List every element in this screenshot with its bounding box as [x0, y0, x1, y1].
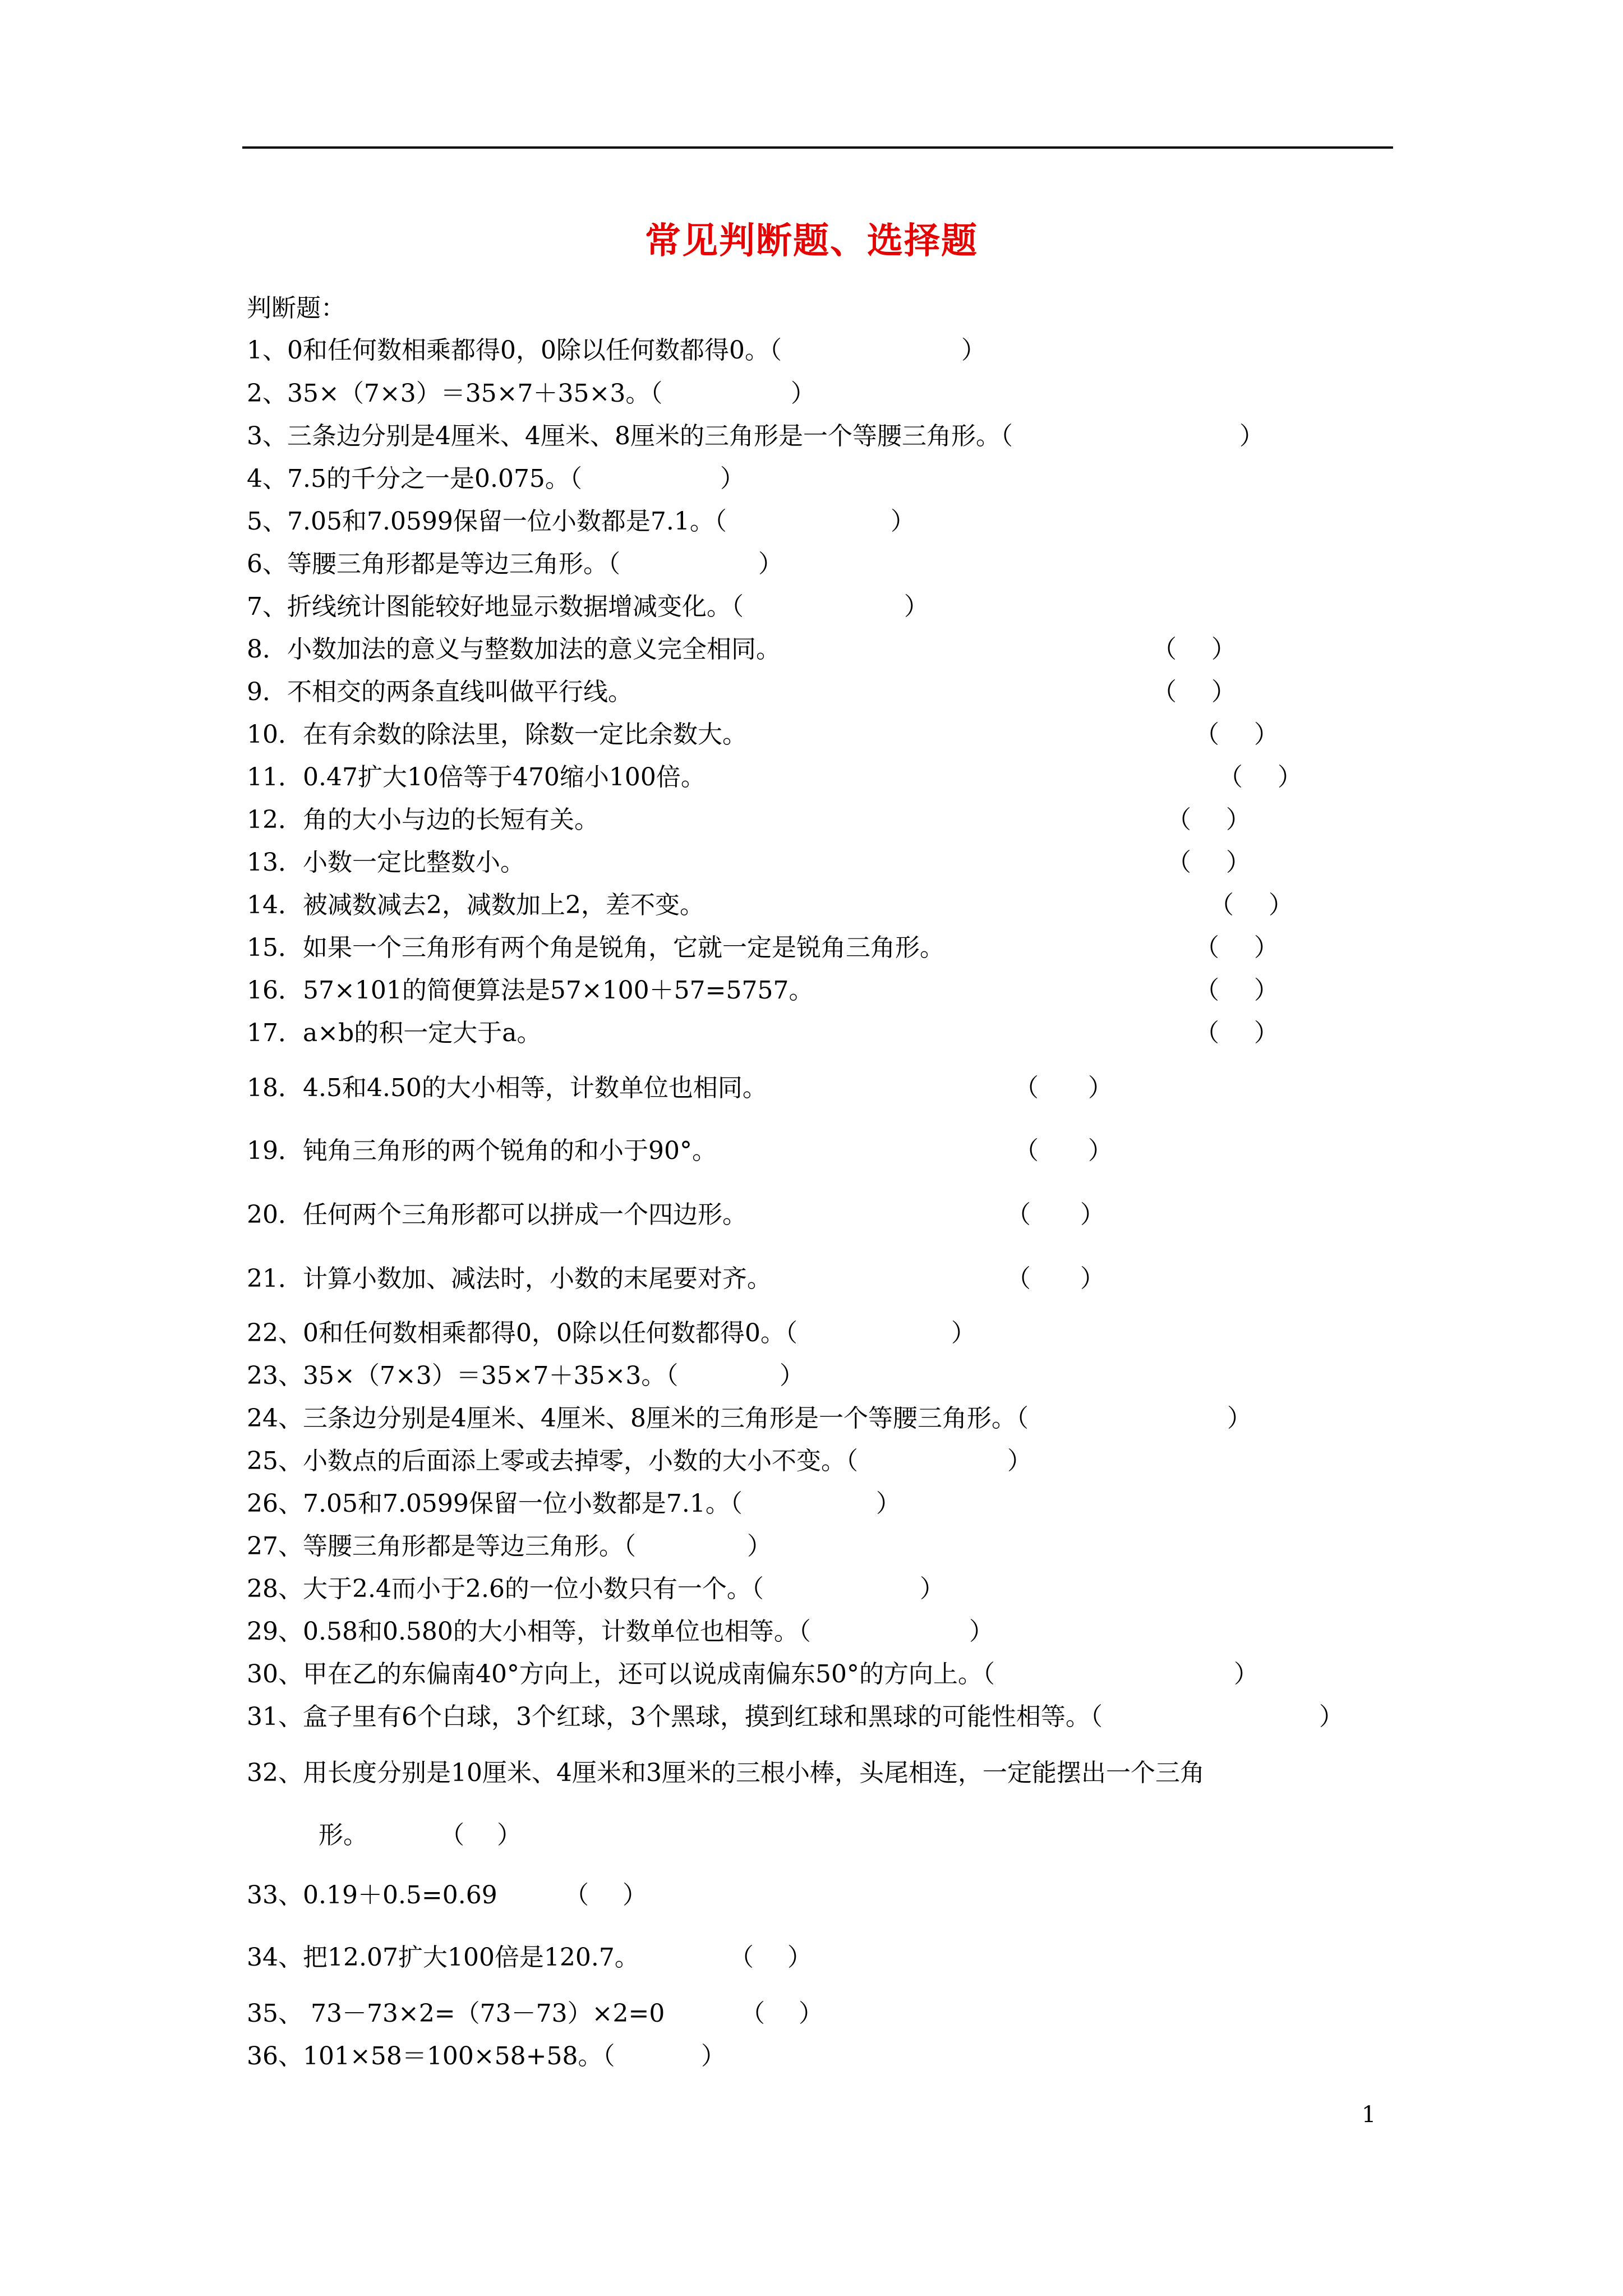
answer-paren-32-close: ） — [497, 1821, 522, 1849]
answer-paren-8-open[interactable]: （ — [1152, 635, 1177, 664]
question-23: 23、35×（7×3）＝35×7＋35×3。（ — [247, 1361, 679, 1390]
question-3: 3、三条边分别是4厘米、4厘米、8厘米的三角形是一个等腰三角形。（ — [247, 422, 1013, 450]
question-18: 18．4.5和4.50的大小相等，计数单位也相同。 — [247, 1074, 767, 1102]
question-13: 13．小数一定比整数小。 — [247, 848, 525, 877]
answer-paren-34-open[interactable]: （ — [729, 1943, 754, 1972]
answer-paren-20-close: ） — [1080, 1200, 1105, 1229]
question-27: 27、等腰三角形都是等边三角形。（ — [247, 1532, 636, 1561]
answer-paren-15-open[interactable]: （ — [1195, 933, 1219, 962]
answer-paren-17-open[interactable]: （ — [1195, 1019, 1219, 1047]
answer-paren-11-open[interactable]: （ — [1218, 763, 1243, 792]
answer-paren-18-close: ） — [1088, 1074, 1113, 1102]
section-label: 判断题： — [247, 294, 345, 323]
answer-paren-27[interactable]: ） — [747, 1532, 772, 1561]
answer-paren-21-close: ） — [1080, 1264, 1105, 1293]
answer-paren-5[interactable]: ） — [891, 507, 915, 536]
answer-paren-9-close: ） — [1211, 678, 1236, 706]
answer-paren-16-close: ） — [1254, 976, 1279, 1005]
question-32-continuation: 形。 — [319, 1821, 368, 1849]
question-2: 2、35×（7×3）＝35×7＋35×3。（ — [247, 379, 663, 408]
answer-paren-10-open[interactable]: （ — [1195, 720, 1219, 749]
answer-paren-36[interactable]: ） — [701, 2042, 726, 2070]
answer-paren-1[interactable]: ） — [961, 336, 986, 365]
answer-paren-2[interactable]: ） — [791, 379, 815, 408]
answer-paren-19-open[interactable]: （ — [1014, 1137, 1039, 1165]
question-9: 9．不相交的两条直线叫做平行线。 — [247, 678, 633, 706]
answer-paren-22[interactable]: ） — [951, 1319, 976, 1347]
answer-paren-24[interactable]: ） — [1227, 1404, 1252, 1433]
question-34: 34、把12.07扩大100倍是120.7。 — [247, 1943, 639, 1972]
answer-paren-12-close: ） — [1226, 806, 1251, 834]
answer-paren-8-close: ） — [1211, 635, 1236, 664]
answer-paren-31[interactable]: ） — [1319, 1703, 1344, 1731]
answer-paren-14-open[interactable]: （ — [1209, 891, 1234, 919]
question-31: 31、盒子里有6个白球，3个红球，3个黑球，摸到红球和黑球的可能性相等。（ — [247, 1703, 1103, 1731]
answer-paren-29[interactable]: ） — [969, 1617, 994, 1646]
question-19: 19．钝角三角形的两个锐角的和小于90°。 — [247, 1137, 717, 1165]
question-28: 28、大于2.4而小于2.6的一位小数只有一个。（ — [247, 1575, 764, 1603]
question-30: 30、甲在乙的东偏南40°方向上，还可以说成南偏东50°的方向上。（ — [247, 1660, 995, 1688]
answer-paren-13-close: ） — [1226, 848, 1251, 877]
question-14: 14．被减数减去2，减数加上2，差不变。 — [247, 891, 704, 919]
question-25: 25、小数点的后面添上零或去掉零，小数的大小不变。（ — [247, 1447, 858, 1475]
answer-paren-35-open[interactable]: （ — [740, 1999, 765, 2028]
question-4: 4、7.5的千分之一是0.075。（ — [247, 464, 582, 493]
question-12: 12．角的大小与边的长短有关。 — [247, 806, 599, 834]
answer-paren-18-open[interactable]: （ — [1014, 1074, 1039, 1102]
question-10: 10．在有余数的除法里，除数一定比余数大。 — [247, 720, 747, 749]
answer-paren-4[interactable]: ） — [720, 464, 745, 493]
answer-paren-6[interactable]: ） — [758, 550, 783, 578]
question-17: 17．a×b的积一定大于a。 — [247, 1019, 542, 1047]
document-title: 常见判断题、选择题 — [645, 220, 978, 262]
answer-paren-13-open[interactable]: （ — [1166, 848, 1191, 877]
answer-paren-32-open[interactable]: （ — [440, 1821, 464, 1849]
answer-paren-11-close: ） — [1278, 763, 1302, 792]
question-22: 22、0和任何数相乘都得0，0除以任何数都得0。（ — [247, 1319, 797, 1347]
answer-paren-33-open[interactable]: （ — [564, 1881, 589, 1910]
question-8: 8．小数加法的意义与整数加法的意义完全相同。 — [247, 635, 781, 664]
question-33: 33、0.19＋0.5=0.69 — [247, 1881, 497, 1910]
question-1: 1、0和任何数相乘都得0，0除以任何数都得0。（ — [247, 336, 782, 365]
answer-paren-9-open[interactable]: （ — [1152, 678, 1177, 706]
answer-paren-26[interactable]: ） — [876, 1489, 901, 1518]
answer-paren-34-close: ） — [787, 1943, 812, 1972]
question-7: 7、折线统计图能较好地显示数据增减变化。（ — [247, 592, 744, 621]
question-6: 6、等腰三角形都是等边三角形。（ — [247, 550, 620, 578]
answer-paren-10-close: ） — [1254, 720, 1279, 749]
question-36: 36、101×58＝100×58+58。（ — [247, 2042, 615, 2070]
answer-paren-25[interactable]: ） — [1007, 1447, 1032, 1475]
answer-paren-15-close: ） — [1254, 933, 1279, 962]
answer-paren-28[interactable]: ） — [920, 1575, 944, 1603]
answer-paren-35-close: ） — [799, 1999, 823, 2028]
answer-paren-14-close: ） — [1269, 891, 1293, 919]
answer-paren-12-open[interactable]: （ — [1166, 806, 1191, 834]
question-35: 35、 73－73×2=（73－73）×2=0 — [247, 1999, 665, 2028]
answer-paren-30[interactable]: ） — [1234, 1660, 1258, 1688]
question-11: 11．0.47扩大10倍等于470缩小100倍。 — [247, 763, 706, 792]
question-24: 24、三条边分别是4厘米、4厘米、8厘米的三角形是一个等腰三角形。（ — [247, 1404, 1029, 1433]
question-5: 5、7.05和7.0599保留一位小数都是7.1。（ — [247, 507, 727, 536]
answer-paren-20-open[interactable]: （ — [1006, 1200, 1031, 1229]
answer-paren-33-close: ） — [623, 1881, 647, 1910]
question-15: 15．如果一个三角形有两个角是锐角，它就一定是锐角三角形。 — [247, 933, 944, 962]
answer-paren-17-close: ） — [1254, 1019, 1279, 1047]
question-20: 20．任何两个三角形都可以拼成一个四边形。 — [247, 1200, 747, 1229]
header-rule — [242, 146, 1393, 149]
question-16: 16．57×101的简便算法是57×100＋57=5757。 — [247, 976, 814, 1005]
question-29: 29、0.58和0.580的大小相等，计数单位也相等。（ — [247, 1617, 811, 1646]
answer-paren-7[interactable]: ） — [904, 592, 929, 621]
page-number: 1 — [1362, 2102, 1376, 2128]
question-21: 21．计算小数加、减法时，小数的末尾要对齐。 — [247, 1264, 772, 1293]
answer-paren-19-close: ） — [1088, 1137, 1113, 1165]
answer-paren-23[interactable]: ） — [780, 1361, 804, 1390]
question-32: 32、用长度分别是10厘米、4厘米和3厘米的三根小棒，头尾相连，一定能摆出一个三角 — [247, 1759, 1205, 1787]
answer-paren-16-open[interactable]: （ — [1195, 976, 1219, 1005]
answer-paren-3[interactable]: ） — [1239, 422, 1264, 450]
question-26: 26、7.05和7.0599保留一位小数都是7.1。（ — [247, 1489, 743, 1518]
answer-paren-21-open[interactable]: （ — [1006, 1264, 1031, 1293]
